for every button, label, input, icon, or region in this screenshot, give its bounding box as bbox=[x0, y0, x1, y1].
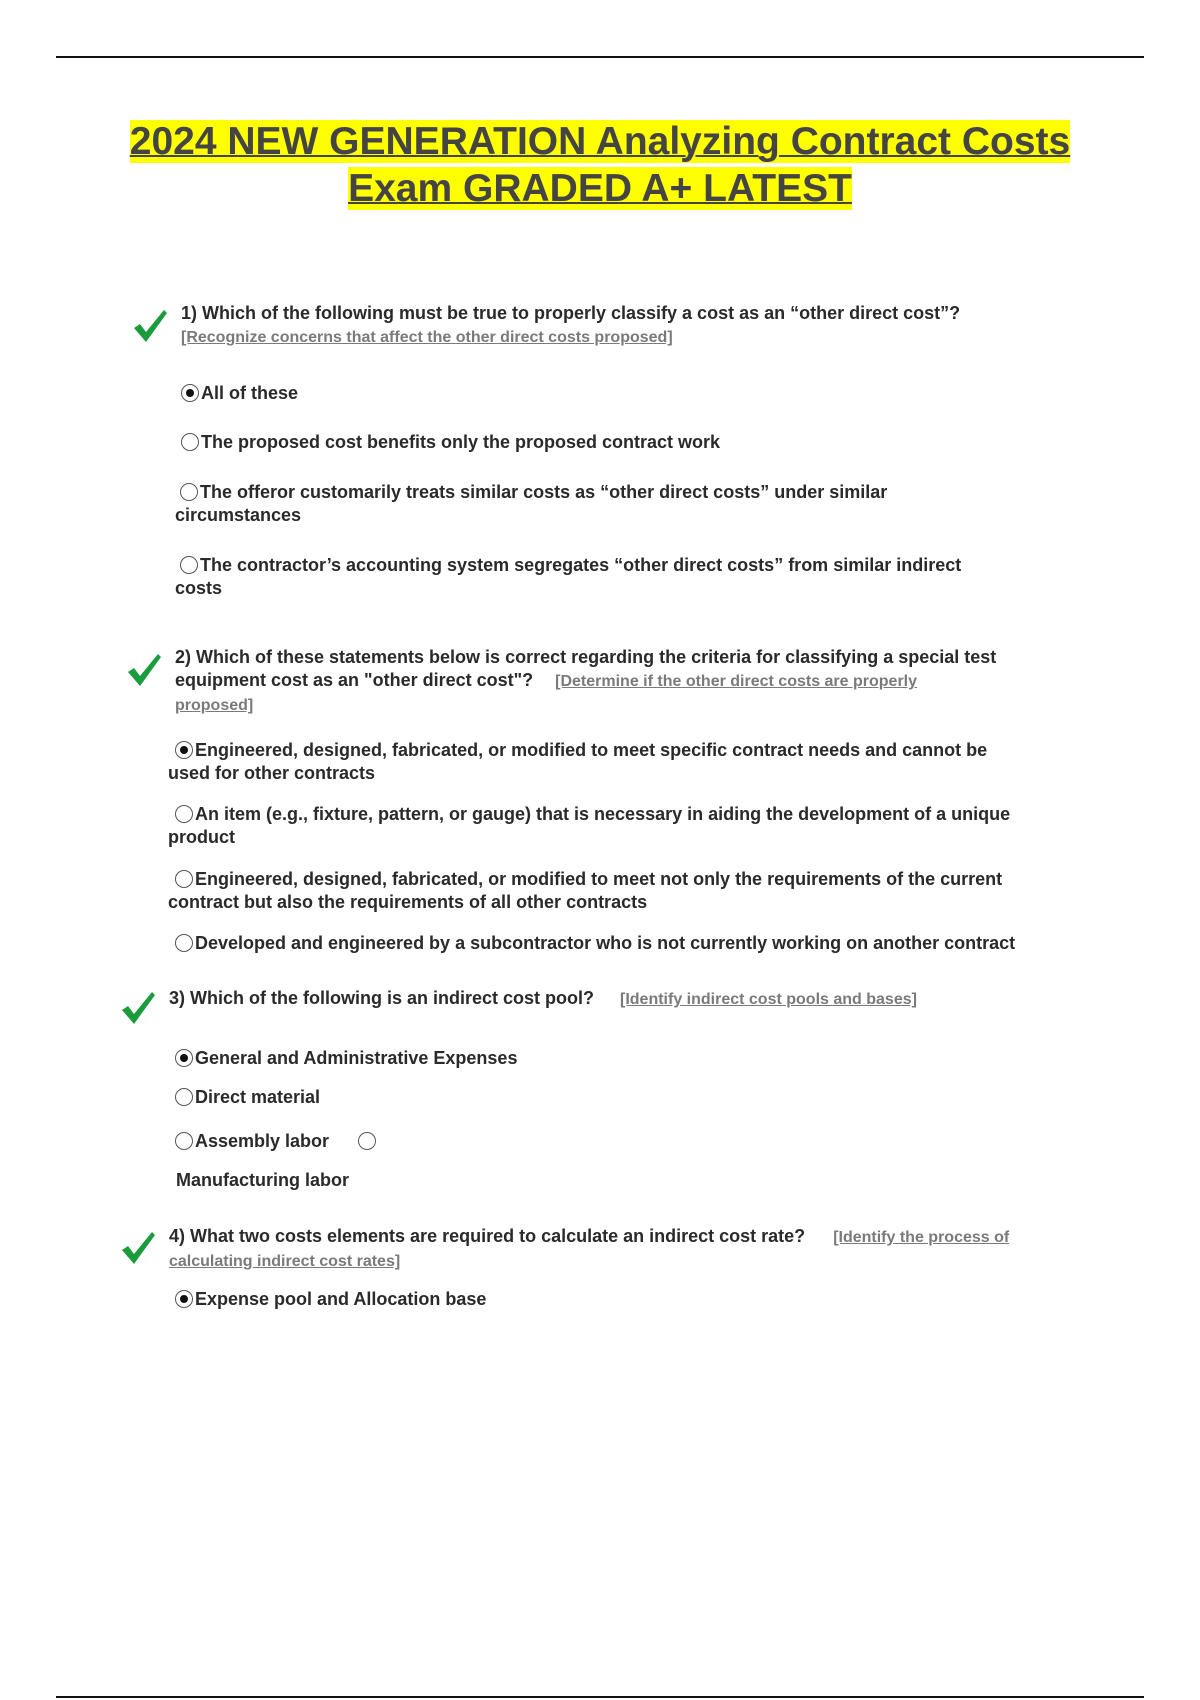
option-label: An item (e.g., fixture, pattern, or gauge) that is necessary in aiding the development of a unique bbox=[195, 804, 1011, 824]
answer-option[interactable] bbox=[175, 1130, 378, 1153]
option-label: The offeror customarily treats similar costs as “other direct costs” under similar bbox=[200, 482, 888, 502]
question-text: 2) Which of these statements below is correct regarding the criteria for classifying a special test bbox=[175, 647, 997, 667]
checkmark-icon bbox=[118, 988, 158, 1028]
question-2 bbox=[175, 646, 1135, 717]
checkmark-icon bbox=[130, 306, 170, 346]
option-label: Engineered, designed, fabricated, or modified to meet specific contract needs and cannot be bbox=[195, 740, 988, 760]
answer-option[interactable] bbox=[168, 803, 1135, 849]
option-label-cont: costs bbox=[175, 578, 223, 598]
question-text-cont: equipment cost as an "other direct cost"? bbox=[175, 670, 534, 690]
option-label-cont: circumstances bbox=[175, 505, 302, 525]
objective-link[interactable]: [Determine if the other direct costs are properly bbox=[555, 673, 918, 690]
option-label-cont: used for other contracts bbox=[168, 763, 376, 783]
option-label-cont: product bbox=[168, 827, 235, 847]
question-3 bbox=[169, 987, 1129, 1011]
answer-option[interactable] bbox=[168, 868, 1135, 914]
objective-link[interactable]: [Recognize concerns that affect the other direct costs proposed] bbox=[181, 329, 673, 346]
question-text: 4) What two costs elements are required to calculate an indirect cost rate? bbox=[169, 1226, 806, 1246]
radio-icon[interactable] bbox=[180, 556, 198, 574]
radio-selected-icon[interactable] bbox=[175, 1290, 193, 1308]
title-line-1: 2024 NEW GENERATION Analyzing Contract Costs bbox=[129, 120, 1071, 163]
option-label: All of these bbox=[201, 383, 299, 403]
option-label: The proposed cost benefits only the proposed contract work bbox=[201, 432, 721, 452]
option-label: Engineered, designed, fabricated, or modified to meet not only the requirements of the current bbox=[195, 869, 1003, 889]
option-label: Expense pool and Allocation base bbox=[195, 1289, 487, 1309]
answer-option[interactable] bbox=[175, 554, 1135, 600]
answer-option[interactable] bbox=[175, 1086, 320, 1109]
radio-icon[interactable] bbox=[175, 870, 193, 888]
radio-selected-icon[interactable] bbox=[181, 384, 199, 402]
radio-icon[interactable] bbox=[175, 805, 193, 823]
radio-selected-icon[interactable] bbox=[175, 741, 193, 759]
checkmark-icon bbox=[118, 1228, 158, 1268]
option-label: Developed and engineered by a subcontractor who is not currently working on another contract bbox=[195, 933, 1016, 953]
question-text: 1) Which of the following must be true to properly classify a cost as an “other direct cost”? bbox=[181, 303, 961, 323]
radio-icon[interactable] bbox=[175, 1088, 193, 1106]
bottom-rule bbox=[56, 1696, 1144, 1698]
radio-icon[interactable] bbox=[175, 934, 193, 952]
radio-icon[interactable] bbox=[175, 1132, 193, 1150]
objective-link[interactable]: [Identify the process of bbox=[833, 1229, 1010, 1246]
answer-option[interactable] bbox=[175, 481, 1135, 527]
answer-option-label bbox=[176, 1169, 349, 1192]
option-label: The contractor’s accounting system segregates “other direct costs” from similar indirect bbox=[200, 555, 962, 575]
radio-icon[interactable] bbox=[180, 483, 198, 501]
title-line-2: Exam GRADED A+ LATEST bbox=[348, 167, 852, 210]
option-label: Assembly labor bbox=[195, 1131, 330, 1151]
answer-option[interactable] bbox=[175, 932, 1135, 955]
objective-link[interactable]: [Identify indirect cost pools and bases] bbox=[620, 991, 917, 1008]
radio-icon[interactable] bbox=[358, 1132, 376, 1150]
page-title bbox=[0, 118, 1200, 212]
question-4 bbox=[169, 1225, 1129, 1273]
answer-option[interactable] bbox=[175, 1288, 486, 1311]
question-1 bbox=[181, 302, 1101, 349]
answer-option[interactable] bbox=[175, 1047, 517, 1070]
radio-selected-icon[interactable] bbox=[175, 1049, 193, 1067]
top-rule bbox=[56, 56, 1144, 58]
answer-option[interactable] bbox=[181, 431, 720, 454]
answer-option[interactable] bbox=[181, 382, 298, 405]
option-label-cont: contract but also the requirements of all other contracts bbox=[168, 892, 648, 912]
objective-link-cont[interactable]: proposed] bbox=[175, 697, 254, 714]
answer-option[interactable] bbox=[168, 739, 1135, 785]
objective-link-cont[interactable]: calculating indirect cost rates] bbox=[169, 1253, 401, 1270]
question-text: 3) Which of the following is an indirect cost pool? bbox=[169, 988, 594, 1008]
option-label: General and Administrative Expenses bbox=[195, 1048, 518, 1068]
checkmark-icon bbox=[124, 650, 164, 690]
option-label: Manufacturing labor bbox=[176, 1170, 350, 1190]
radio-icon[interactable] bbox=[181, 433, 199, 451]
option-label: Direct material bbox=[195, 1087, 321, 1107]
